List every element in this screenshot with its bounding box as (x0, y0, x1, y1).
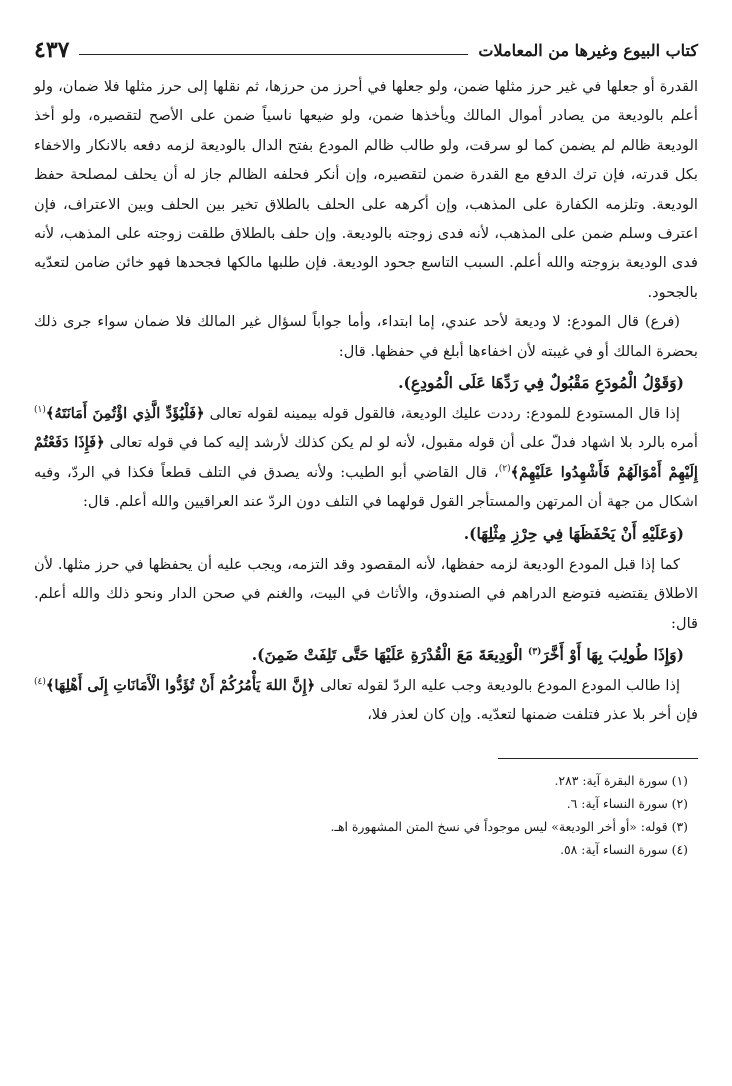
matn-line-3 (34, 638, 698, 671)
header-rule (79, 54, 468, 55)
paragraph-3 (34, 399, 698, 517)
paragraph-5-text-a: إذا طالب المودع المودع بالوديعة وجب عليه الردّ لقوله تعالى (319, 676, 680, 694)
paragraph-1: القدرة أو جعلها في غير حرز مثلها ضمن، ولو جعلها في أحرز من حرزها، ثم نقلها إلى حرز مثلها فلا ضمان، ولو أعلم بالوديعة من يصادر أموال المالك ويأخذها ضمن، ولو ضيعها ناسياً ضمن على الأصح لتقصيره، ولو أخذ الوديعة ظالم لم يضمن كما لو سرقت، ولو طالب ظالم المودع بفتح الدال بالوديعة لزمه دفعه بالانكار والاخفاء بكل قدرته، فإن ترك الدفع مع القدرة ضمن لتقصيره، وإن أنكر فحلفه الظالم جاز له أن يحلف لمصلحة حفظ الوديعة. وتلزمه الكفارة على المذهب، وإن أكرهه على الحلف بالطلاق تخير بين الحلف وبين الاعتراف، فإن اعترف وسلم ضمن على المذهب، لأنه فدى زوجته بالوديعة. وإن حلف بالطلاق طلقت زوجته على المذهب، لأنه فدى الوديعة بزوجته والله أعلم. السبب التاسع جحود الوديعة. فإن طلبها مالكها فجحدها فهو خائن ضامن لتعدّيه بالجحود. (34, 78, 699, 301)
matn-line-1: (وَقَوْلُ الْمُودَعِ مَقْبُولٌ فِي رَدِّهَا عَلَى الْمُودِعِ). (398, 373, 684, 393)
paragraph-5-text-b: فإن أخر بلا عذر فتلفت ضمنها لتعدّيه. وإن كان لعذر فلا، (367, 706, 698, 724)
paragraph-5 (34, 671, 698, 730)
footnote-ref-2: (٢) (498, 464, 511, 475)
footnote-ref-3: (٣) (528, 646, 542, 657)
page-number: ٤٣٧ (34, 37, 70, 63)
quran-verse-3: ﴿إِنَّ اللهَ يَأْمُرُكُمْ أَنْ تُؤَدُّوا الْأَمَانَاتِ إِلَى أَهْلِهَا﴾ (45, 676, 316, 694)
footnote-2: (٢) سورة النساء آية: ٦. (566, 795, 688, 811)
paragraph-3-text-b: أمره بالرد بلا اشهاد فدلّ على أن قوله مقبول، لأنه لو لم يكن كذلك لأرشد إليه كما في قوله تعالى (109, 434, 698, 452)
footnote-1: (١) سورة البقرة آية: ٢٨٣. (554, 772, 688, 788)
paragraph-2: (فرع) قال المودع: لا وديعة لأحد عندي، إما ابتداء، وأما جواباً لسؤال غير المالك فلا ضمان سواء جرى ذلك بحضرة المالك أو في غيبته لأن اخفاءها أبلغ في حفظها. قال: (34, 313, 698, 360)
paragraph-3-text-c: ، قال القاضي أبو الطيب: ولأنه يصدق في التلف قطعاً فكذا في الردّ، وفيه اشكال من جهة أن المرتهن والمستأجر القول قولهما في التلف دون الردّ عند العراقيين والله أعلم. قال: (34, 463, 698, 511)
footnote-separator (498, 758, 698, 759)
matn-line-3-text-b: الْوَدِيعَةَ مَعَ الْقُدْرَةِ عَلَيْهَا حَتَّى تَلِفَتْ ضَمِنَ). (251, 644, 523, 664)
footnote-ref-1: (١) (34, 405, 46, 416)
page-header (34, 28, 698, 72)
quran-verse-1: ﴿فَلْيُؤَدِّ الَّذِي اؤْتُمِنَ أَمَانَتَهُ﴾ (45, 405, 205, 423)
footnote-4: (٤) سورة النساء آية: ٥٨. (560, 841, 688, 857)
paragraph-4: كما إذا قبل المودع الوديعة لزمه حفظها، لأنه المقصود وقد التزمه، ويجب عليه أن يحفظها في حرز مثلها. لأن الاطلاق يقتضيه فتوضع الدراهم في الصندوق، والأثاث في البيت، والغنم في صحن الدار ونحو ذلك والله أعلم. قال: (34, 555, 698, 632)
footnote-3: (٣) قوله: «أو أخر الوديعة» ليس موجوداً في نسخ المتن المشهورة اهـ. (330, 818, 688, 834)
matn-line-3-text-a: (وَإِذَا طُولِبَ بِهَا أَوْ أَخَّرَ (541, 644, 684, 664)
quran-verse-2: ﴿فَإِذَا دَفَعْتُمْ إِلَيْهِمْ أَمْوَالَهُمْ فَأَشْهِدُوا عَلَيْهِمْ﴾ (34, 434, 698, 481)
running-title: كتاب البيوع وغيرها من المعاملات (478, 40, 698, 60)
main-text (34, 72, 698, 730)
footnote-ref-4: (٤) (34, 677, 46, 688)
matn-line-2: (وَعَلَيْهِ أَنْ يَحْفَظَهَا فِي حِرْزِ مِثْلِهَا). (463, 523, 684, 543)
footnotes (34, 769, 698, 861)
paragraph-3-text-a: إذا قال المستودع للمودع: رددت عليك الوديعة، فالقول قوله بيمينه لقوله تعالى (209, 405, 680, 423)
